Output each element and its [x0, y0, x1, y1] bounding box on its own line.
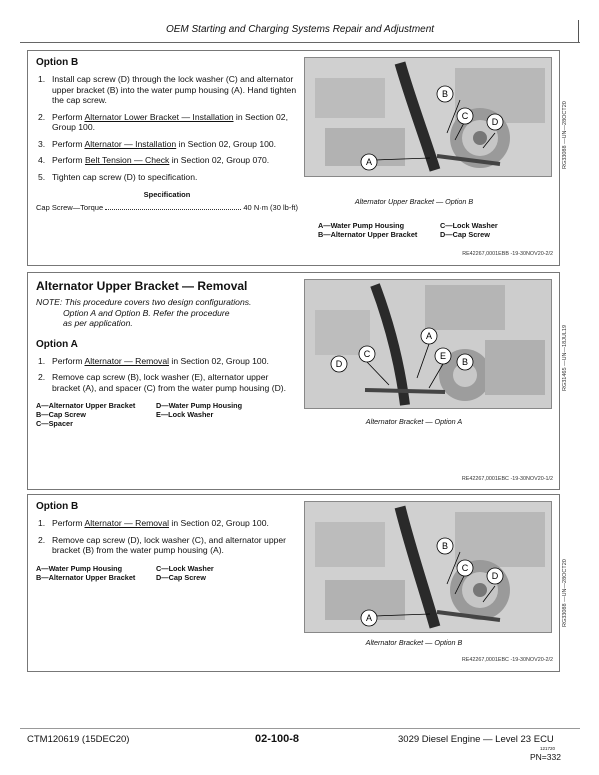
engine-illustration — [305, 280, 551, 408]
alternator-bracket-photo — [304, 57, 552, 177]
step-item: 2. Remove cap screw (B), lock washer (E), alternator upper bracket (A), and spacer (C) from the water pump housing (D). — [38, 372, 287, 393]
page-pn: PN=332 — [530, 752, 561, 762]
procedure-link[interactable]: Alternator — Removal — [84, 355, 170, 366]
footer-divider — [20, 728, 580, 729]
figure-legend: A—Water Pump Housing B—Alternator Upper Bracket C—Lock Washer D—Cap Screw — [36, 563, 214, 582]
page-number: 02-100-8 — [255, 733, 300, 745]
callout-b: B — [461, 357, 469, 367]
alternator-bracket-photo — [304, 501, 552, 633]
callout-a: A — [365, 157, 373, 167]
section-title: Alternator Upper Bracket — Removal — [36, 279, 248, 293]
callout-a: A — [425, 331, 433, 341]
callout-d: D — [491, 571, 499, 581]
spec-value: 40 N·m (30 lb-ft) — [243, 203, 298, 212]
callout-e: E — [439, 351, 447, 361]
figure-legend: A—Water Pump Housing B—Alternator Upper Bracket C—Lock Washer D—Cap Screw — [318, 221, 498, 239]
step-item: 3. Perform Alternator — Installation in Section 02, Group 100. — [38, 138, 277, 149]
procedure-link[interactable]: Alternator — Removal — [84, 518, 170, 528]
engine-illustration — [305, 58, 551, 176]
manual-id: CTM120619 (15DEC20) — [27, 734, 130, 745]
callout-b: B — [441, 541, 449, 551]
spec-heading: Specification — [143, 190, 191, 199]
step-item: 4. Perform Belt Tension — Check in Section 02, Group 070. — [38, 155, 270, 165]
callout-d: D — [335, 359, 343, 369]
callout-c: C — [461, 563, 469, 573]
step-item: 2. Remove cap screw (D), lock washer (C), and alternator upper bracket (B) from the water pump housing (A). — [38, 534, 287, 555]
option-title: Option B — [36, 501, 79, 512]
panel-bracket-removal-option-a — [27, 272, 568, 490]
figure-caption: Alternator Upper Bracket — Option B — [354, 197, 474, 206]
page-header — [20, 20, 580, 43]
procedure-link[interactable]: Belt Tension — Check — [84, 155, 170, 165]
callout-c: C — [363, 349, 371, 359]
figure-code: RG33088 —UN—28OCT20 — [562, 101, 568, 169]
step-item: 5. Tighten cap screw (D) to specification. — [38, 171, 198, 182]
step-list — [36, 518, 298, 556]
option-title: Option A — [36, 338, 78, 350]
step-list — [36, 74, 298, 182]
reference-code: RE42267,0001EBC -19-30NOV20-2/2 — [461, 657, 553, 663]
reference-code: RE42267,0001EBC -19-30NOV20-1/2 — [461, 476, 553, 482]
step-list — [36, 356, 298, 394]
step-item: 1. Install cap screw (D) through the lock washer (C) and alternator upper bracket (B) into the water pump housing (A). Hand tighten the cap screw. — [38, 74, 297, 105]
spec-leader — [105, 203, 241, 210]
callout-d: D — [491, 117, 499, 127]
step-item: 1. Perform Alternator — Removal in Section 02, Group 100. — [38, 518, 269, 528]
spec-row — [36, 203, 298, 212]
engine-title: 3029 Diesel Engine — Level 23 ECU — [398, 734, 554, 745]
engine-illustration — [305, 502, 551, 632]
alternator-bracket-photo — [304, 279, 552, 409]
figure-code: RG31465 —UN—18JUL19 — [562, 324, 568, 391]
reference-code: RE42267,0001EBB -19-30NOV20-2/2 — [462, 251, 553, 257]
procedure-link[interactable]: Alternator — Installation — [84, 138, 177, 149]
figure-legend: A—Alternator Upper Bracket B—Cap Screw C—Spacer D—Water Pump Housing E—Lock Washer — [36, 401, 243, 428]
figure-caption: Alternator Bracket — Option A — [365, 417, 463, 426]
step-item: 2. Perform Alternator Lower Bracket — Installation in Section 02, Group 100. — [38, 111, 288, 132]
panel-bracket-removal-option-b — [27, 494, 568, 672]
footer-date-code: 121720 — [540, 746, 556, 751]
panel-title: Option B — [36, 57, 79, 68]
panel-option-b-installation — [27, 50, 568, 266]
figure-code: RG33088 —UN—28OCT20 — [562, 559, 568, 627]
callout-a: A — [365, 613, 373, 623]
procedure-link[interactable]: Alternator Lower Bracket — Installation — [84, 111, 234, 122]
header-title: OEM Starting and Charging Systems Repair and Adjustment — [165, 24, 435, 35]
header-divider — [578, 20, 579, 42]
callout-b: B — [441, 89, 449, 99]
figure-caption: Alternator Bracket — Option B — [365, 638, 463, 647]
step-item: 1. Perform Alternator — Removal in Section 02, Group 100. — [38, 355, 269, 366]
note: NOTE: This procedure covers two design configurations. Option A and Option B. Refer the procedure as per application. — [36, 297, 252, 328]
callout-c: C — [461, 111, 469, 121]
spec-label: Cap Screw—Torque — [36, 203, 104, 212]
